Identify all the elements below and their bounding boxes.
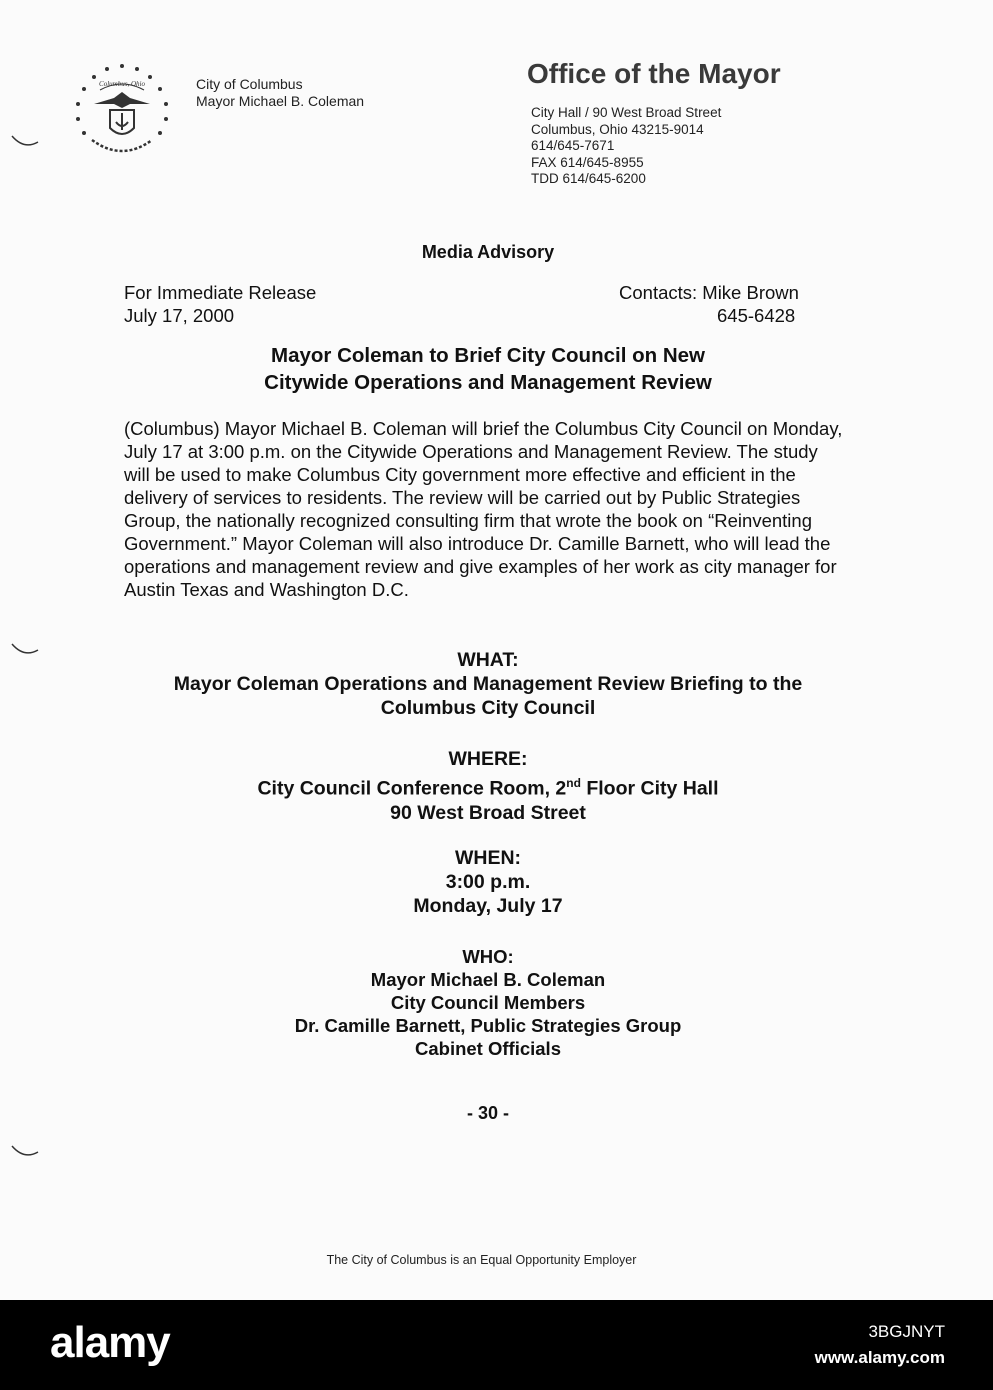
where-section xyxy=(0,747,976,825)
who-label: WHO: xyxy=(462,946,514,967)
phone-line: 614/645-7671 xyxy=(531,138,615,153)
city-header xyxy=(196,76,364,110)
what-line: Columbus City Council xyxy=(380,697,596,719)
contacts-block xyxy=(619,281,799,327)
ordinal-suffix: nd xyxy=(566,776,581,790)
watermark-logo: alamy xyxy=(50,1318,170,1367)
where-floor: Floor City Hall xyxy=(580,777,719,800)
city-seal-logo xyxy=(70,58,174,162)
who-section xyxy=(0,945,976,1060)
document-type-heading: Media Advisory xyxy=(421,242,555,262)
where-line xyxy=(0,771,976,801)
when-day: Monday, July 17 xyxy=(413,895,563,917)
contact-name: Contacts: Mike Brown xyxy=(619,282,799,303)
when-time: 3:00 p.m. xyxy=(445,871,531,893)
who-item: Mayor Michael B. Coleman xyxy=(370,969,606,990)
what-line: Mayor Coleman Operations and Management Review Briefing to the xyxy=(173,673,803,695)
svg-text:Columbus, Ohio: Columbus, Ohio xyxy=(99,80,145,88)
headline-line: Citywide Operations and Management Review xyxy=(264,371,712,394)
contact-phone: 645-6428 xyxy=(717,305,796,326)
when-label: WHEN: xyxy=(454,847,522,869)
body-paragraph: (Columbus) Mayor Michael B. Coleman will brief the Columbus City Council on Monday, July 17 at 3:00 p.m. on the Citywide Operations and Management Review. The study will be used to make Columbus City government more effective and efficient in the delivery of services to residents. The review will be carried out by Public Strategies Group, the nationally recognized consulting firm that wrote the book on “Reinventing Government.” Mayor Coleman will also introduce Dr. Camille Barnett, who will lead the operations and management review and give examples of her work as city manager for Austin Texas and Washington D.C. xyxy=(124,418,843,600)
where-street: 90 West Broad Street xyxy=(390,801,586,824)
release-date: July 17, 2000 xyxy=(124,305,235,326)
fax-line: FAX 614/645-8955 xyxy=(531,154,644,170)
office-address xyxy=(531,105,721,188)
end-marker: - 30 - xyxy=(466,1103,509,1123)
headline-line: Mayor Coleman to Brief City Council on New xyxy=(271,344,705,367)
watermark-site: www.alamy.com xyxy=(814,1348,945,1367)
where-label: WHERE: xyxy=(448,748,528,770)
watermark-image-id: 3BGJNYT xyxy=(868,1322,945,1341)
what-label: WHAT: xyxy=(457,649,519,671)
when-section xyxy=(0,846,976,918)
headline xyxy=(0,342,976,396)
binder-hole-mark xyxy=(10,1142,40,1162)
binder-hole-mark xyxy=(10,132,40,152)
where-room: City Council Conference Room, 2 xyxy=(257,777,567,800)
city-name: City of Columbus xyxy=(196,76,303,92)
mayor-name: Mayor Michael B. Coleman xyxy=(196,93,365,109)
address-line: City Hall / 90 West Broad Street xyxy=(531,105,722,120)
who-item: Dr. Camille Barnett, Public Strategies Group xyxy=(294,1015,682,1036)
tdd-line: TDD 614/645-6200 xyxy=(531,171,646,186)
who-item: Cabinet Officials xyxy=(415,1038,561,1059)
footer-text: The City of Columbus is an Equal Opportunity Employer xyxy=(326,1253,637,1267)
who-item: City Council Members xyxy=(390,992,586,1013)
release-block xyxy=(124,281,316,327)
what-section xyxy=(0,648,976,720)
release-label: For Immediate Release xyxy=(124,282,317,303)
address-line: Columbus, Ohio 43215-9014 xyxy=(531,121,704,137)
office-title: Office of the Mayor xyxy=(527,58,781,89)
